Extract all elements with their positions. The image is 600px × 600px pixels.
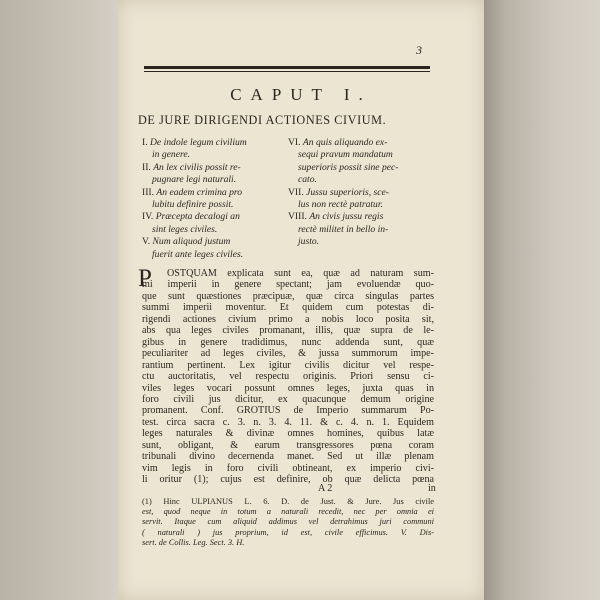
body-line: mi imperii in genere spectant; jam evoluendæ quo- xyxy=(142,279,434,291)
toc-line xyxy=(142,224,286,236)
catchword: in xyxy=(428,483,436,494)
toc-number: VI. xyxy=(288,137,303,148)
toc-text: Præcepta decalogi an xyxy=(155,211,240,223)
toc-text: in genere. xyxy=(152,149,191,161)
toc-line xyxy=(142,211,286,223)
body-text xyxy=(142,268,434,486)
body-line: tribunali divino decernenda manet. Sed ut illæ plenam xyxy=(142,451,434,463)
toc-text: An eadem crimina pro xyxy=(156,186,243,198)
toc-text: An civis jussu regis xyxy=(309,211,384,223)
toc-number: II. xyxy=(142,161,154,173)
page-number: 3 xyxy=(416,43,422,57)
table-of-contents-right xyxy=(288,137,428,249)
toc-text: superioris possit sine pec- xyxy=(298,161,399,173)
body-line: que sunt quæstiones præcipuæ, quæ circa singulas partes xyxy=(142,290,434,302)
toc-line xyxy=(142,149,286,161)
toc-text: cato. xyxy=(298,174,317,186)
body-line: ctu auctoritatis, vel respectu originis. Priori sensu ci- xyxy=(142,371,434,383)
drop-cap: P xyxy=(138,265,152,292)
signature-mark: A 2 xyxy=(318,483,333,494)
body-line: leges naturales & divinæ omnes homines, quibus latæ xyxy=(142,428,434,440)
toc-number: VIII. xyxy=(288,211,310,223)
toc-line xyxy=(142,236,286,248)
footnote-line: servit. Itaque cum aliquid addimus vel detrahimus juri communi xyxy=(142,517,434,527)
toc-line xyxy=(142,249,286,261)
chapter-title: CAPUT I. xyxy=(230,85,372,104)
toc-line xyxy=(142,199,286,211)
toc-text: sequi pravum mandatum xyxy=(298,149,393,161)
toc-line xyxy=(288,211,428,223)
body-line: summi imperii moventur. Et quidem cum potestas di- xyxy=(142,302,434,314)
toc-number: V. xyxy=(142,236,153,248)
toc-text: fuerit ante leges civiles. xyxy=(152,248,244,260)
body-line: gibus in genere tradidimus, nunc addenda sunt, quæ xyxy=(142,336,434,348)
body-line: OSTQUAM explicata sunt ea, quæ ad naturam sum- xyxy=(167,268,434,279)
toc-line xyxy=(142,137,286,149)
toc-line xyxy=(288,199,428,211)
toc-number: III. xyxy=(142,186,157,198)
toc-line xyxy=(142,187,286,199)
toc-line xyxy=(142,162,286,174)
toc-text: Jussu superioris, sce- xyxy=(306,186,389,198)
body-line: li oritur (1); cujus est definire, ob quæ delicta pœna xyxy=(142,474,434,486)
footnote-line: sert. de Collis. Leg. Sect. 3. H. xyxy=(142,537,245,547)
toc-line xyxy=(288,162,428,174)
table-of-contents-left xyxy=(142,137,286,261)
background-right xyxy=(484,0,600,600)
footnote xyxy=(142,497,434,548)
toc-text: lubitu definire possit. xyxy=(152,199,234,211)
toc-number: VII. xyxy=(288,186,307,198)
body-line: viles leges vocari possunt omnes leges, juxta quas in xyxy=(142,382,434,394)
toc-text: De indole legum civilium xyxy=(150,137,247,148)
toc-line xyxy=(288,236,428,248)
footnote-line: est, quod neque in totum a naturali recedit, nec per omnia ei xyxy=(142,507,434,517)
body-line: vim legis in foro civili obtineant, ex imperio civi- xyxy=(142,462,434,474)
body-line: promanent. Conf. GROTIUS de Imperio summarum Po- xyxy=(142,405,434,417)
header-rule-thin xyxy=(144,71,430,72)
toc-line xyxy=(288,187,428,199)
toc-text: An quis aliquando ex- xyxy=(302,137,388,148)
toc-line xyxy=(288,149,428,161)
toc-line xyxy=(142,174,286,186)
body-line: sunt, obligant, & earum transgressores pœna coram xyxy=(142,439,434,451)
toc-line xyxy=(288,137,428,149)
toc-line xyxy=(288,224,428,236)
background-left xyxy=(0,0,118,600)
toc-number: I. xyxy=(142,137,150,148)
footnote-line: ( naturali ) jus proprium, id est, civile efficimus. V. Dis- xyxy=(142,527,434,537)
footnote-line: (1) Hinc ULPIANUS L. 6. D. de Just. & Jure. Jus civile xyxy=(142,497,434,506)
toc-text: An lex civilis possit re- xyxy=(153,161,241,173)
toc-text: lus non rectè patratur. xyxy=(298,199,383,211)
chapter-subtitle: DE JURE DIRIGENDI ACTIONES CIVIUM. xyxy=(138,113,387,127)
body-line: test. circa sacra c. 3. n. 3. 4. 11. & c. 4. n. 1. Equidem xyxy=(142,416,434,428)
body-line: rantium pertinent. Lex igitur civilis dicitur vel respe- xyxy=(142,359,434,371)
toc-line xyxy=(288,174,428,186)
toc-text: pugnare legi naturali. xyxy=(152,174,237,186)
toc-text: rectè militet in bello in- xyxy=(298,223,389,235)
body-line: abs qua leges civiles promanant, illis, quæ supra de le- xyxy=(142,325,434,337)
body-line: peculiariter ad leges civiles, & jussa summorum impe- xyxy=(142,348,434,360)
toc-text: justo. xyxy=(298,236,320,248)
book-page xyxy=(118,0,484,600)
body-line: foro civili jus dicitur, ex quacunque demum origine xyxy=(142,393,434,405)
toc-text: sint leges civiles. xyxy=(152,223,218,235)
toc-text: Num aliquod justum xyxy=(152,236,231,248)
toc-number: IV. xyxy=(142,211,156,223)
body-line: rigendi actiones civium primo a nobis loco posita sit, xyxy=(142,313,434,325)
header-rule-thick xyxy=(144,66,430,69)
